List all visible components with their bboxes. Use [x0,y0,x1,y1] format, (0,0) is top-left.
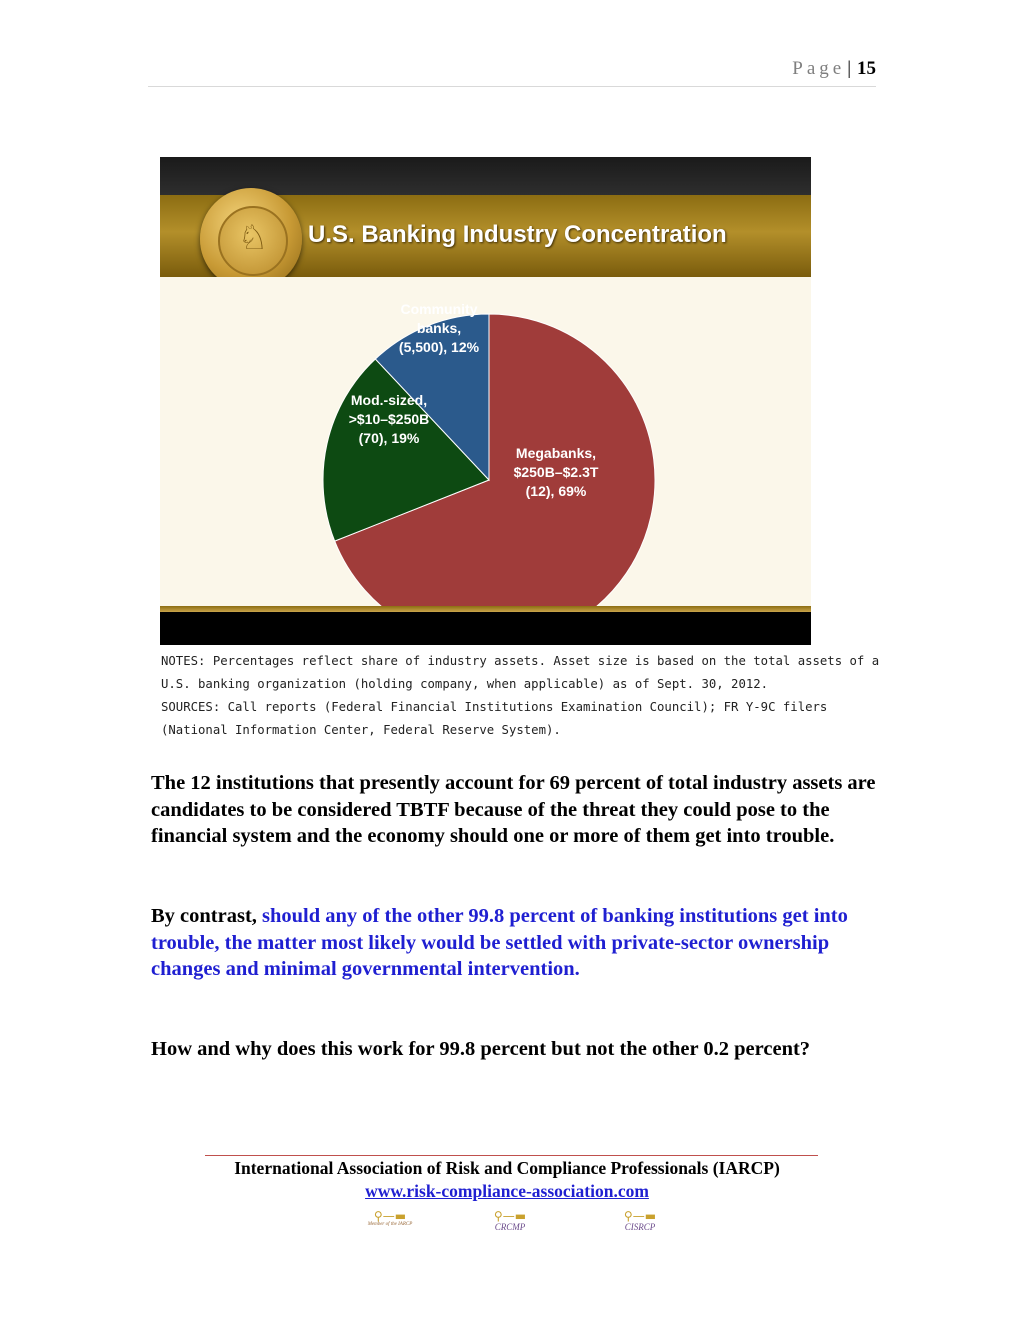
pie-label-line: banks, [416,320,462,336]
page-number: 15 [857,58,876,79]
pie-label-line: Mod.-sized, [350,392,428,408]
pie-chart [160,277,811,606]
figure-notes [161,650,880,742]
page-separator: | [847,58,851,79]
badge-caption: CISRCP [624,1222,656,1232]
pie-label-line: >$10–$250B [348,411,430,427]
certification-badges [360,1210,680,1240]
notes-line: NOTES: Percentages reflect share of industry assets. Asset size is based on the total assets of a [161,654,880,668]
paragraph-contrast-highlight: should any of the other 99.8 percent of banking institutions get into trouble, the matter most likely would be settled with private-sector ownership changes and minimal governmental intervention. [151,905,848,980]
badge-caption: CRCMP [494,1222,526,1232]
badge-crcmp [480,1210,540,1238]
key-icon: ⚲—▬ [373,1209,407,1223]
pie-label-megabanks [514,445,599,499]
pie-label-line: (12), 69% [525,483,587,499]
eagle-icon: ♘ [237,218,269,258]
figure-title: U.S. Banking Industry Concentration [308,221,727,248]
key-icon: ⚲—▬ [623,1209,657,1223]
seal-inner-ring [218,206,288,276]
badge-member [360,1210,420,1238]
badge-caption: Member of the IARCP [367,1222,413,1227]
pie-label-line: (70), 19% [358,430,420,446]
pie-label-line: Megabanks, [515,445,597,461]
pie-label-mod-sized [349,392,430,446]
footer-divider [205,1155,818,1156]
key-icon: ⚲—▬ [493,1209,527,1223]
paragraph-contrast [151,903,881,983]
paragraph-contrast-lead: By contrast, [151,905,263,927]
page-header [148,58,876,87]
notes-line: (National Information Center, Federal Reserve System). [161,723,561,737]
pie-label-line: Community [400,301,478,317]
website-link[interactable]: www.risk-compliance-association.com [365,1181,649,1201]
figure-bottom-rule [160,606,811,612]
notes-line: U.S. banking organization (holding company, when applicable) as of Sept. 30, 2012. [161,677,769,691]
page-word: Page [792,58,846,79]
pie-label-line: $250B–$2.3T [513,464,599,480]
banking-concentration-figure [160,157,811,645]
pie-label-line: (5,500), 12% [398,339,480,355]
footer-url [0,1181,1014,1202]
badge-cisrcp [610,1210,670,1238]
federal-reserve-seal-icon [200,188,302,290]
paragraph-tbtf: The 12 institutions that presently account for 69 percent of total industry assets are candidates to be considered TBTF because of the threat they could pose to the financial system and the economy should one or more of them get into trouble. [151,772,876,847]
paragraph-question: How and why does this work for 99.8 percent but not the other 0.2 percent? [151,1038,811,1060]
footer-organization: International Association of Risk and Compliance Professionals (IARCP) [234,1158,780,1178]
notes-line: SOURCES: Call reports (Federal Financial Institutions Examination Council); FR Y-9C filers [161,700,828,714]
